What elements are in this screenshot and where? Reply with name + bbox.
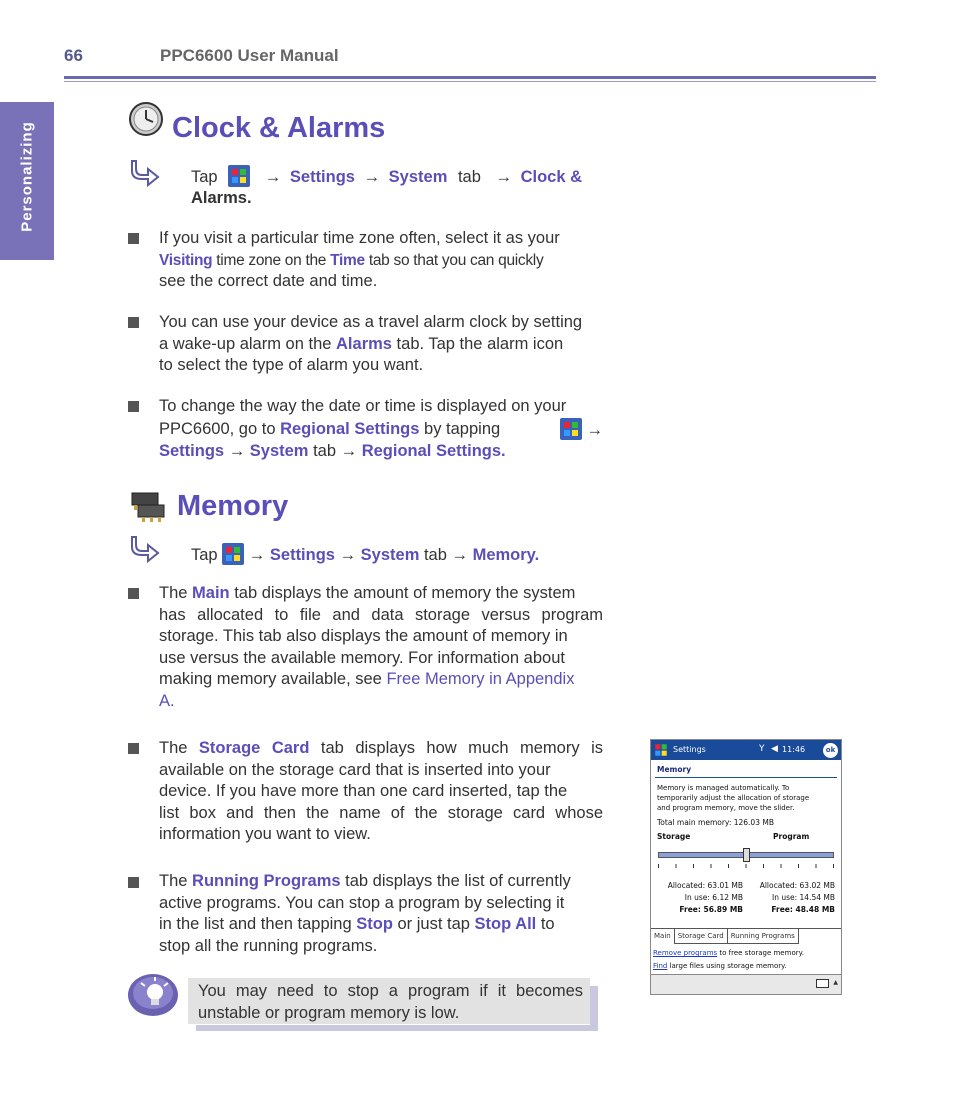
bullet xyxy=(128,877,139,888)
signal-icon: Y xyxy=(759,744,765,754)
memory-bullet-1: The Main tab displays the amount of memory the system has allocated to file and data storage versus program storage. This tab also displays the amount of memory in use versus the available memory. For information about making memory available, see Free Memory in Appendix A. xyxy=(159,583,603,712)
windows-start-icon xyxy=(560,418,582,440)
bullet xyxy=(128,317,139,328)
side-tab-label: Personalizing xyxy=(18,121,36,232)
clock-bullet-3: To change the way the date or time is displayed on your PPC6600, go to Regional Settings by tapping → Settings → System tab → Regional Settings. xyxy=(159,397,603,460)
header-rule-thin xyxy=(64,81,876,82)
remove-programs-line: Remove programs to free storage memory. xyxy=(653,949,804,957)
bullet xyxy=(128,588,139,599)
memory-heading: Memory xyxy=(177,490,289,522)
bullet xyxy=(128,743,139,754)
note-shadow xyxy=(196,1025,598,1031)
note-shadow xyxy=(590,986,598,1031)
device-tabs xyxy=(651,928,841,944)
find-link[interactable]: Find xyxy=(653,962,668,970)
windows-start-icon[interactable] xyxy=(654,743,668,757)
device-screenshot xyxy=(650,739,842,995)
header-rule xyxy=(64,76,876,79)
memory-bullet-2: The Storage Card tab displays how much memory is available on the storage card that is inserted into your device. If you have more than one card inserted, tap the list box and then the name of the storage card whose information you want to view. xyxy=(159,739,603,843)
find-files-line: Find large files using storage memory. xyxy=(653,962,787,970)
memory-tap-instruction: Tap → Settings → System tab → Memory. xyxy=(191,543,605,567)
bullet xyxy=(128,233,139,244)
memory-section-title: Memory xyxy=(657,765,692,774)
free-memory-link[interactable]: Free Memory in Appendix xyxy=(386,670,575,688)
note-text: You may need to stop a program if it becomes unstable or program memory is low. xyxy=(198,982,583,1022)
storage-stats: Allocated: 63.01 MB In use: 6.12 MB Free: 56.89 MB xyxy=(667,881,743,914)
memory-bullet-3: The Running Programs tab displays the list of currently active programs. You can stop a program by selecting it in the list and then tapping Stop or just tap Stop All to stop all the running programs. xyxy=(159,872,571,955)
chevron-up-icon[interactable]: ▲ xyxy=(833,979,838,986)
arrow-icon xyxy=(128,157,160,189)
windows-start-icon xyxy=(222,543,244,565)
tab-storage-card[interactable]: Storage Card xyxy=(675,929,728,944)
lightbulb-note-icon xyxy=(126,971,180,1019)
speaker-icon: ◀ xyxy=(771,744,778,754)
device-app-title: Settings xyxy=(673,745,706,754)
arrow-icon xyxy=(128,533,160,565)
ok-button[interactable]: ok xyxy=(823,743,838,758)
remove-programs-link[interactable]: Remove programs xyxy=(653,949,718,957)
memory-slider[interactable] xyxy=(658,852,834,858)
clock-icon xyxy=(128,101,164,137)
memory-description: Memory is managed automatically. To temporarily adjust the allocation of storage and program memory, move the slider. xyxy=(657,784,810,812)
tab-running-programs[interactable]: Running Programs xyxy=(728,929,799,944)
total-memory: Total main memory: 126.03 MB xyxy=(657,818,774,827)
clock-bullet-2: You can use your device as a travel alarm clock by setting a wake-up alarm on the Alarms tab. Tap the alarm icon to select the type of alarm you want. xyxy=(159,313,583,374)
clock-alarms-kw: Alarms. xyxy=(191,189,252,207)
program-label: Program xyxy=(773,832,810,841)
windows-start-icon xyxy=(228,165,250,187)
device-clock: 11:46 xyxy=(782,745,806,754)
storage-label: Storage xyxy=(657,832,691,841)
tab-main[interactable]: Main xyxy=(651,929,675,944)
memory-chip-icon xyxy=(128,489,170,525)
free-memory-link-cont[interactable]: A. xyxy=(159,691,175,710)
slider-ticks xyxy=(658,864,834,868)
page-number: 66 xyxy=(64,46,83,65)
device-menu-bar xyxy=(651,974,841,994)
clock-tap-instruction: Tap → Settings → System tab → Clock & xyxy=(191,165,605,189)
program-stats: Allocated: 63.02 MB In use: 14.54 MB Free: 48.48 MB xyxy=(759,881,835,914)
bullet xyxy=(128,401,139,412)
clock-bullet-1: If you visit a particular time zone often, select it as your Visiting time zone on the Time tab so that you can quickly see the correct date and time. xyxy=(159,229,560,290)
clock-alarms-heading: Clock & Alarms xyxy=(172,112,386,144)
slider-thumb[interactable] xyxy=(743,848,750,862)
keyboard-icon[interactable] xyxy=(816,979,829,988)
device-title-bar xyxy=(651,740,841,760)
manual-title: PPC6600 User Manual xyxy=(160,46,339,65)
